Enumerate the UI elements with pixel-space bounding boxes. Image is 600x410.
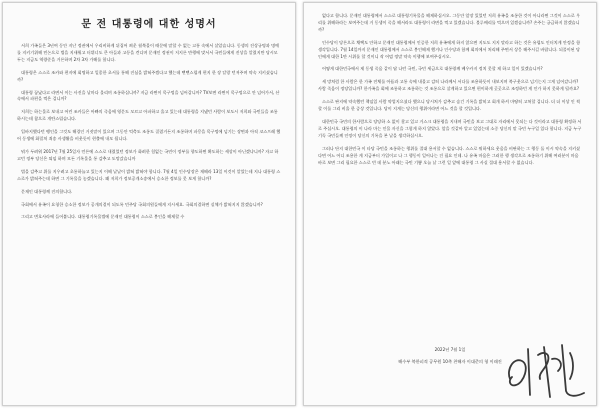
left-paragraph: 국회에서 유족이 요청한 승소한 정보가 공개의결이 되도록 민주당 국회의원들에게 지시세요. 국회의결하면 실체가 밝혀지지 않겠습니까?: [21, 201, 263, 207]
document-date: 2022년 7월 1일: [434, 347, 466, 352]
left-paragraph: 뭐가 두려워 2017년 7월 25일자 언론에 스스로 내렸었던 정보가 화려한 힘없는 국민이 정부를 향도하면 확도하는 세상이 아닌겠냐니까? 자고 하고던 정부 당신은 퇴임 하며 모든 기록물을 통 감추고 도망갔습니까: [17, 148, 279, 161]
left-paragraph: 그리고 변호사라에 들어봅니다. 대통령기록물법에 문재인 대통령이 스스로 봉인을 해제할 수: [21, 214, 185, 220]
signatory-line: 해수부 북한피격 공무원 10촉 찬해자 이대준의 형 이래진: [398, 359, 502, 364]
left-paragraph: 문재인 대통령께 진의합니다.: [21, 188, 73, 194]
handwritten-signature: [504, 339, 592, 401]
left-paragraph: 법을 감추고 위를 지우려고 초롱하늘고 있는지 이해 날날이 밝혀 밝혀야 합니다. 7월 4일 인수당장은 재해라 13일 이것이 알았는데 지나 대통령 스스로가 밝혀주는데 하면 그 기록물을 놓겠습니다. 왜 저희가 정보공개소송에서 승소한 정보를 못 보게 합니까?: [17, 168, 281, 181]
document-title: 문 전 대통령에 대한 성명서: [81, 19, 217, 30]
left-paragraph: 대통령 꿈났다고 라면서 이는 사진을 날마다 올리며 조롱하십니까? 지금 라면이 목구멍을 넘어갑니까? TV보면 라면이 목구멍으로 안 넘어가서, 산 속에서 파편을 먹은 겁니까?: [17, 89, 280, 102]
right-paragraph: 스스로 판지에 약속했던 책임있 사람 약업지으셨다 했으니 당시처가 감추고 숨긴 기록을 밝히고 회개 하셔 마땅히 고쳐할 겁니다. 더 더 이상 인 씩할 이를 그리 비울 한 증상 것입니다. 당이 지게는 당신의 행위이라면 어느 것을 할 것입니다.: [318, 99, 580, 112]
right-paragraph: 세 망처럼 한 사람은 한 가족 전체를 아픔과 고통 속에 내몰고 감히 나라께서 서다를 조용하듯이 내보지며 북구웃으로 넘기는지 그게 넘어갔니까? 사람 죽음이 정당입니까? 한가족을 회에 조롱하고 조롱하는 것 조롱으로 살게하고 있으면 편이하게 곳곳으로 조정하던 게 인가 하지 못하게 될까요?: [318, 79, 580, 92]
right-paragraph: 인수당이 당론으로 채택도 안하고 문재인 대통령께서 인증한 저희 유족에게 하지 않으면 지도도 지지 말라고 하는 것은 유럽도 인터치게 안정을 함 생각입니다. 7월 14일까지 문재인 대통령께서 스스로 봉인해제 했거나 인수당과 함께 회의에서 처리해 주면서 상응 해주시길 바랍니다. 되풀이된 당인에게 대한 1만 시위를 할 것이니 작 어멈 정말 약속 이행에 보여주십시오.: [318, 39, 581, 59]
document-page-right: [303, 2, 597, 406]
right-paragraph: 그러나 단지 대한민국 이 타당 국민을 조롱하는 행위를 절대 용서할 수 없습니다. 스스로 뭐하세요 웃음을 비판하는 그 행동 돌 이시 약속을 지키셨다면 어느 어디 조용한 게 지금부터 가입이고 나 그 행동이 일어나는 건 필요 인데. 나 유족 마음은 그러한 행 생각으로 조롱하기 위해 여러분이 마음 바로 보면 그리 필요한 스스로 빈 데 분노 아래는 국민 기쁨 오늘 날 그런 일 앞에 대통령 그 사실 절대 용서할 수 없습니다.: [318, 145, 580, 165]
right-paragraph: 없다고 합니다. 문재인 대통령께서 스스로 대통령기록물을 해제하십시오. 그동안 앞장 있었던 저희 유족을 조롱한 것이 아니라면 그것이 스스로 우리를 위해하라는 보여주는데 거 동생이 죽을 해서라도 대통령이 라면을 먹고 있겠습니다. 볼루배리를 먹으며 있겠습니까? 손주는 궁금하지 않겠습니까?: [318, 13, 581, 32]
left-paragraph: 입바지했다던 팽인을 그것도 해경인 거짓말이 있으며 그동안 억측도 조롱도 질렸거든지 조롱하며 파뭉을 목구멍에 넘기는 장면과 아직 코스프레 했어 동생에 화밀처 죄송 사생활을 비웃듯이 현출에 내모 됩니다.: [17, 129, 281, 142]
left-body-text: [17, 43, 281, 227]
left-paragraph: 저희는 하는물로 보내고 어린 조카들은 아빠의 죽음에 영문도 모르고 아파하고 울고 있는데 대통령을 지냈던 사람이 보도시 저희와 국민들을 조롱하시는데 참으로 개탄스럽습니다.: [17, 109, 278, 122]
right-body-text: [318, 13, 582, 172]
right-paragraph: 어떻게 대한민국에서 제 동생 죽음 같이 답 나던 국민, 국민 세금으로 대통령께 베우카지 정치 못할 제 하고 일이 있겠습니까?: [322, 66, 543, 72]
left-paragraph: 대통령은 스스로 조카와 편지에 회명하고 일종한 초서를 통해 진심을 밝혀주겠다고 했는데 뻔뻔스럽게 편지 한 장 달랑 던져주며 약속 지키셨습니까?: [17, 69, 278, 82]
right-paragraph: 대한민국 국민의 한사람으로 당당하 소 없이 찾고 있고 거스크 대통령을 지내며 국민을 보고 그대로 자리에서 못되는 다 것이라고 대통령 확정하 서로 주십시오. 대통령의 이 나라 마는 인물 자신을 그렇게 하지 않았다. 앞을 것같아 알고 있었는데 소중 당신의 말 국민 누구일 있다 합니다. 지금 누구 기독 국민들께 인정이 당신의 기록을 본 날을 생각하십시오.: [318, 118, 582, 138]
left-paragraph: 서희 가족들은 3년여 동안 지난 정권에서 우리비하게 뒤집어 씌운 월북몰이 때문에 말할 수 없는 고통 속에서 살았습니다. 동생의 진상규명과 명예를 지키기위해 민논으로 법을 지새워고 터뷔너도 큰 아들과 고등을 견디며 문재인 정권이 저지른 만행에 맞서서 국민들에게 진상을 알렸지만 당시모두는 지금도 역량준을 거론하며 2차 3차 가해를 합니다.: [17, 43, 279, 62]
document-page-left: [2, 2, 296, 406]
